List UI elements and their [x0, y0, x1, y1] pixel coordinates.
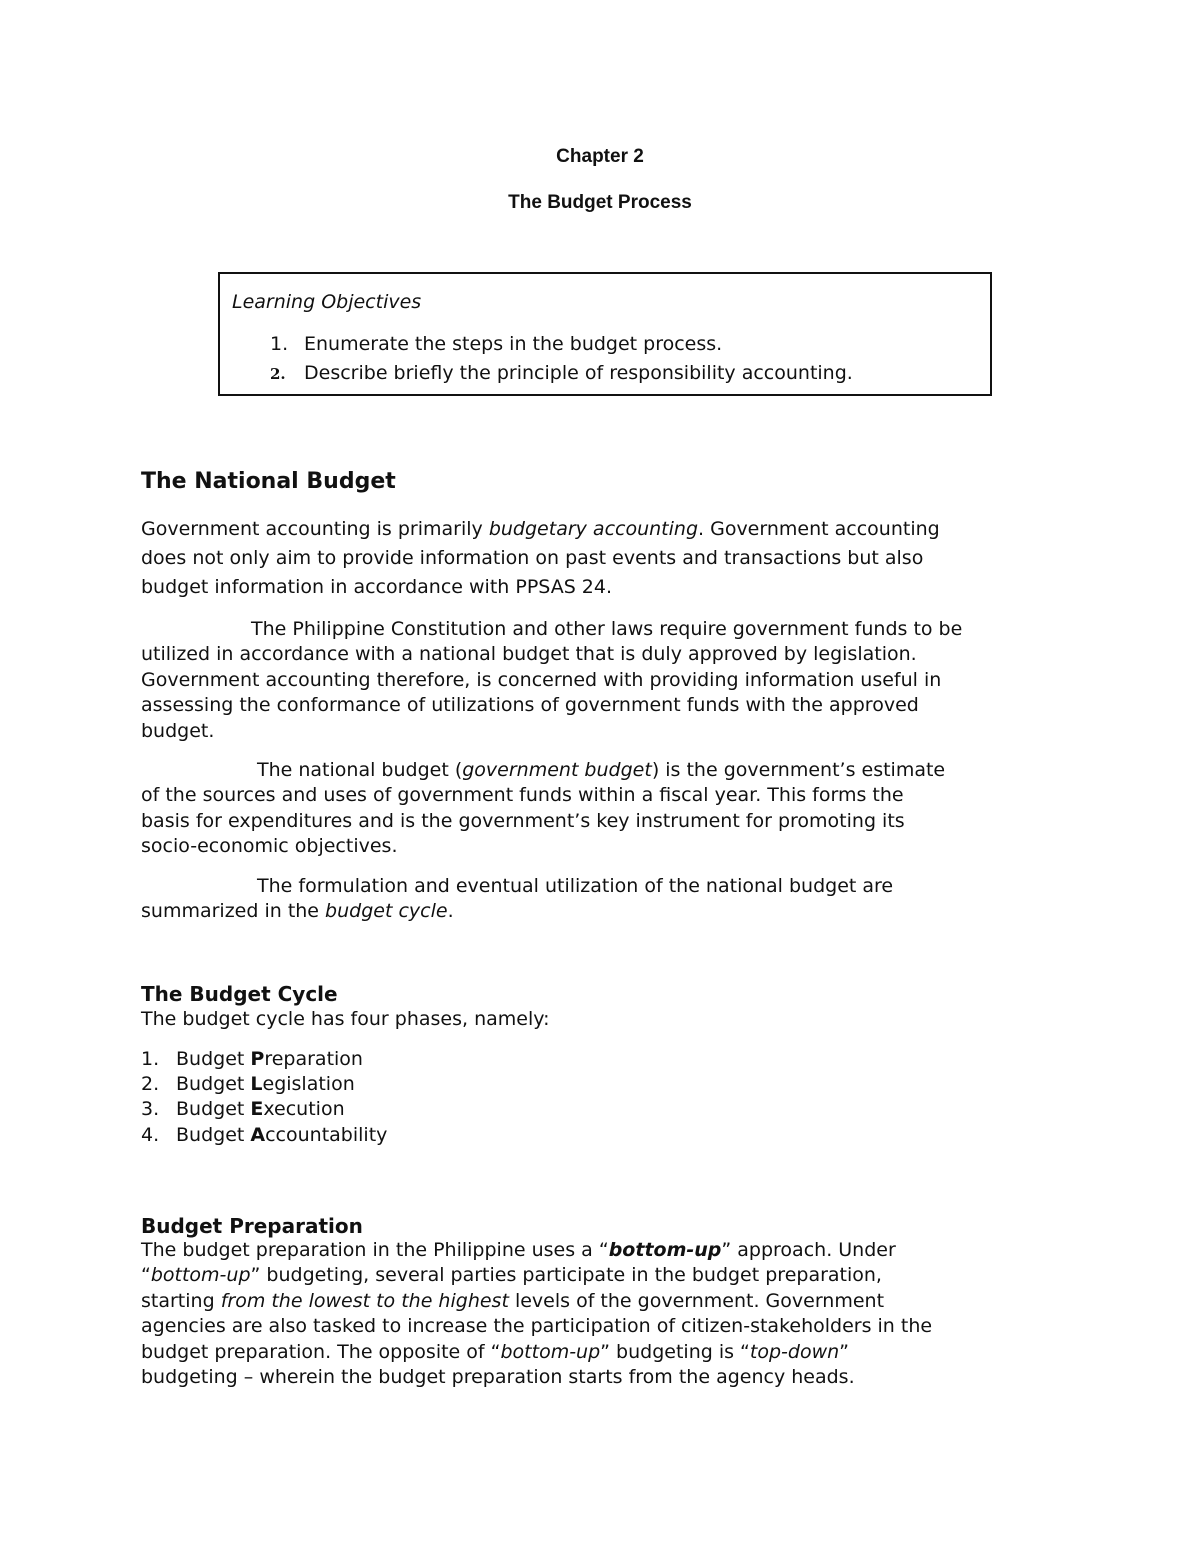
national-budget-heading: The National Budget	[141, 469, 396, 494]
objective-number: 2.	[270, 365, 286, 383]
text-run: starting	[141, 1289, 221, 1312]
text-line: budgeting – wherein the budget preparation starts from the agency heads.	[141, 1365, 855, 1388]
phase-initial: E	[250, 1098, 264, 1121]
text-line: budget information in accordance with PPSAS 24.	[141, 576, 613, 598]
text-run: ” budgeting, several parties participate in the budget preparation,	[250, 1264, 882, 1287]
emphasis-bottom-up: bottom-up	[608, 1239, 722, 1261]
list-number: 2.	[141, 1073, 160, 1096]
list-number: 4.	[141, 1123, 160, 1146]
budget-preparation-paragraph	[141, 1238, 1071, 1390]
learning-objectives-box	[218, 272, 992, 396]
budget-cycle-heading: The Budget Cycle	[141, 982, 338, 1006]
text-run: egislation	[262, 1073, 355, 1096]
emphasis-government-budget: government budget	[462, 759, 652, 781]
chapter-label: Chapter 2	[556, 146, 644, 167]
national-budget-paragraph-2	[141, 617, 1071, 744]
objective-number: 1.	[270, 333, 289, 355]
list-item	[141, 1123, 387, 1148]
phase-initial: A	[250, 1123, 266, 1146]
learning-objectives-heading: Learning Objectives	[232, 291, 422, 313]
text-run: ) is the government’s estimate	[651, 759, 946, 781]
objective-item	[270, 362, 853, 384]
text-run: The national budget (	[257, 759, 463, 781]
text-run: Budget	[176, 1123, 251, 1146]
text-run: “	[141, 1264, 151, 1287]
budget-cycle-intro: The budget cycle has four phases, namely:	[141, 1008, 550, 1030]
list-number: 3.	[141, 1098, 160, 1121]
emphasis-budgetary-accounting: budgetary accounting	[488, 518, 699, 540]
text-run: reparation	[264, 1048, 363, 1070]
text-run: xecution	[263, 1098, 345, 1121]
emphasis-top-down: top-down	[749, 1340, 840, 1363]
text-run: Budget	[176, 1048, 251, 1070]
text-run: .	[447, 900, 454, 923]
emphasis-lowest-to-highest: from the lowest to the highest	[220, 1289, 509, 1312]
emphasis-bottom-up: bottom-up	[500, 1340, 601, 1363]
text-run: summarized in the	[141, 900, 326, 923]
phase-initial: P	[250, 1048, 265, 1070]
text-line: budget.	[141, 719, 215, 742]
text-run: ccountability	[265, 1123, 388, 1146]
objective-text: Describe briefly the principle of responsibility accounting.	[304, 362, 853, 384]
text-line: of the sources and uses of government funds within a fiscal year. This forms the	[141, 784, 904, 807]
text-line: socio-economic objectives.	[141, 835, 398, 858]
national-budget-paragraph-1	[141, 515, 1071, 602]
text-run: ” budgeting is “	[600, 1340, 750, 1363]
text-line: utilized in accordance with a national budget that is duly approved by legislation.	[141, 643, 917, 666]
text-line: does not only aim to provide information on past events and transactions but also	[141, 547, 924, 569]
text-run: The budget preparation in the Philippine uses a “	[141, 1239, 609, 1261]
text-run: Budget	[176, 1098, 251, 1121]
text-run: levels of the government. Government	[508, 1289, 885, 1312]
emphasis-budget-cycle: budget cycle	[325, 900, 448, 923]
text-run: budget preparation. The opposite of “	[141, 1340, 501, 1363]
text-run: . Government accounting	[698, 518, 940, 540]
page-title: The Budget Process	[508, 192, 692, 213]
text-line: agencies are also tasked to increase the participation of citizen-stakeholders in the	[141, 1315, 933, 1338]
objective-item	[270, 333, 722, 355]
emphasis-bottom-up: bottom-up	[150, 1264, 251, 1287]
budget-cycle-list	[141, 1047, 387, 1148]
text-run: ”	[839, 1340, 850, 1363]
list-item	[141, 1072, 387, 1097]
phase-initial: L	[250, 1073, 263, 1096]
national-budget-paragraph-4	[141, 874, 1071, 925]
text-run: ” approach. Under	[721, 1239, 896, 1261]
list-item	[141, 1047, 387, 1072]
text-line: Government accounting therefore, is concerned with providing information useful in	[141, 668, 942, 691]
text-run: The Philippine Constitution and other laws require government funds to be	[251, 618, 963, 640]
text-line: assessing the conformance of utilizations of government funds with the approved	[141, 694, 919, 717]
text-run: Budget	[176, 1073, 251, 1096]
list-number: 1.	[141, 1048, 160, 1070]
list-item	[141, 1097, 387, 1122]
text-run: The formulation and eventual utilization of the national budget are	[257, 875, 894, 897]
budget-preparation-heading: Budget Preparation	[141, 1214, 363, 1238]
national-budget-paragraph-3	[141, 758, 1071, 860]
text-run: Government accounting is primarily	[141, 518, 489, 540]
text-line: basis for expenditures and is the government’s key instrument for promoting its	[141, 809, 905, 832]
objective-text: Enumerate the steps in the budget process.	[304, 333, 723, 355]
